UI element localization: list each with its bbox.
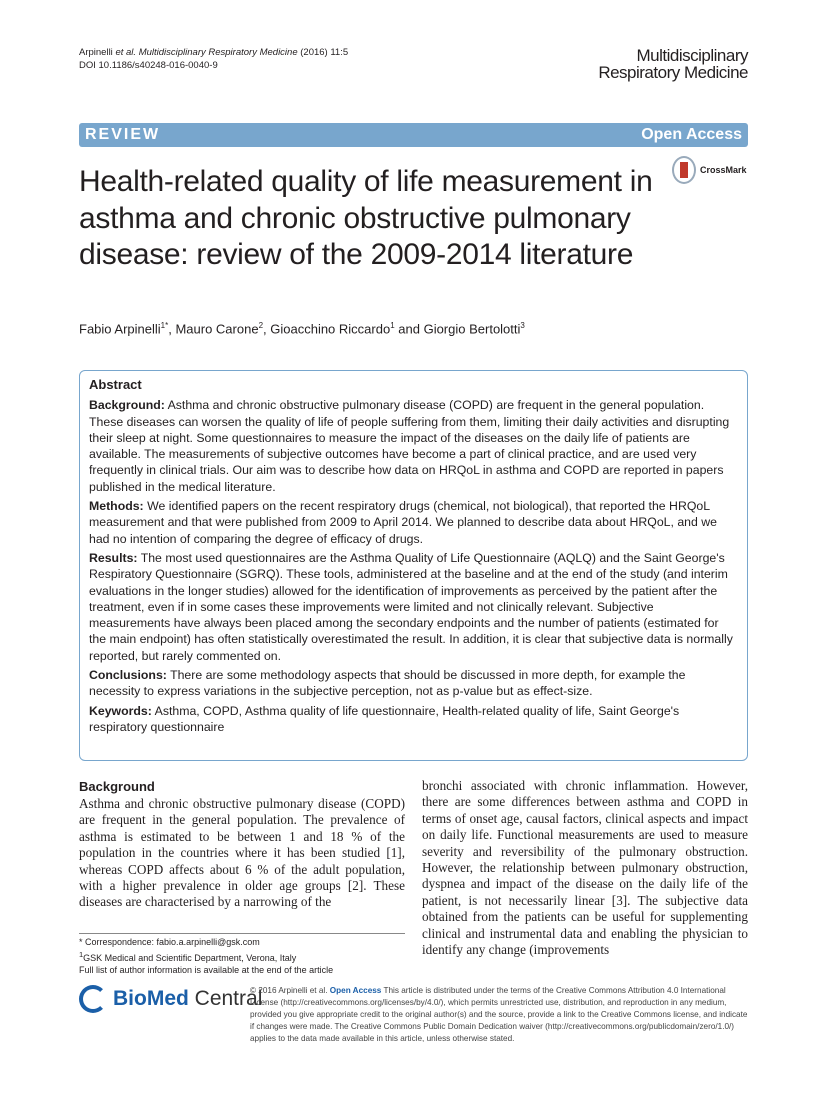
abstract-heading: Abstract (89, 377, 142, 392)
article-title: Health-related quality of life measurement in asthma and chronic obstructive pulmonary disease: review of the 2009-2014 literature (79, 165, 653, 271)
abstract-section (89, 667, 737, 700)
abstract-section (89, 397, 737, 495)
publisher-rest: Central (188, 987, 263, 1010)
author-name: Mauro Carone (175, 321, 259, 337)
publisher-bold: BioMed (113, 987, 189, 1010)
abstract-section-label: Background: (89, 398, 165, 413)
crossmark-button[interactable] (672, 156, 747, 184)
body-column-right (422, 778, 748, 958)
license-prefix: © 2016 Arpinelli et al. (250, 986, 330, 995)
license-body: This article is distributed under the terms of the Creative Commons Attribution 4.0 International License (http://creativecommons.org/licenses/by/4.0/), which permits unrestricted use, distribution, and reproduction in any medium, provided you give appropriate credit to the original author(s) and the source, provide a link to the Creative Commons license, and indicate if changes were made. The Creative Commons Public Domain Dedication waiver (http://creativecommons.org/publicdomain/zero/1.0/) applies to the data made available in this article, unless otherwise stated. (250, 986, 748, 1043)
body-paragraph: Asthma and chronic obstructive pulmonary disease (COPD) are frequent in the general population. The prevalence of asthma is estimated to be between 1 and 18 % of the population in the countries where it has been studied [1], whereas COPD affects about 6 % of the adult population, with a higher prevalence in older age groups [2]. These diseases are characterised by a narrowing of the (79, 796, 405, 910)
license-text (250, 985, 750, 1045)
citation-etal: et al. (115, 47, 137, 58)
article-type-banner (79, 123, 748, 147)
abstract-section-label: Results: (89, 550, 138, 565)
author-separator: , (168, 321, 176, 337)
journal-line-2: Respiratory Medicine (598, 63, 748, 82)
crossmark-label: CrossMark (700, 165, 747, 175)
footnote-divider (79, 933, 405, 934)
affiliation: GSK Medical and Scientific Department, Verona, Italy (83, 952, 297, 963)
abstract-section-label: Methods: (89, 499, 144, 514)
footnotes (79, 936, 333, 977)
abstract-section-text: The most used questionnaires are the Asthma Quality of Life Questionnaire (AQLQ) and the Saint George's Respiratory Questionnaire (SGRQ). These tools, administered at the baseline and at the end of the study (and interim evaluations in the longer studies) allowed for the identification of improvements as perceived by the patient after the treatment, even if in some cases these improvements were limited and not clinically relevant. Subjective measurements have always been placed among the secondary endpoints and the number of patients (estimated for the main endpoint) has often statistically overestimated the result. In addition, it is clear that subjective data is normally reported, but rarely commented on. (89, 550, 733, 663)
section-heading: Background (79, 779, 155, 794)
author-affiliation: 3 (520, 321, 525, 330)
running-header (79, 46, 348, 72)
abstract-section (89, 550, 737, 664)
abstract-section-text: Asthma and chronic obstructive pulmonary disease (COPD) are frequent in the general population. These diseases can worsen the quality of life of people suffering from them, limiting their daily activities and disrupting their sleep at night. Some questionnaires to measure the impact of the diseases on the daily life of patients are available. The measurements of subjective outcomes have become a part of clinical practice, and are used very frequently in clinical trials. Our aim was to describe how data on HRQoL in asthma and COPD are reported in papers published in the medical literature. (89, 398, 730, 494)
author-info-note: Full list of author information is available at the end of the article (79, 965, 334, 975)
body-paragraph: bronchi associated with chronic inflammation. However, there are some differences between asthma and COPD in terms of onset age, causal factors, clinical aspects and impact on daily life. Functional measurements are used to measure severity and reversibility of the pulmonary obstruction. However, the relationship between pulmonary obstruction, dyspnea and impact of the disease on the daily life of the patient, is not necessarily linear [3]. The subjective data obtained from the patients can be useful for supplementing clinical and instrumental data and enabling the physician to identify any change (improvements (422, 778, 748, 958)
license-open-access: Open Access (329, 986, 382, 995)
abstract-section (89, 498, 737, 547)
author-list (79, 321, 525, 336)
citation-volume: (2016) 11:5 (300, 47, 349, 58)
author-separator: and (394, 321, 424, 337)
abstract-section-label: Keywords: (89, 703, 152, 718)
author-affiliation: 1 (390, 321, 395, 330)
biomed-central-logo (79, 985, 262, 1013)
abstract-section-text: Asthma, COPD, Asthma quality of life questionnaire, Health-related quality of life, Saint George's respiratory questionnaire (89, 703, 680, 734)
citation-authors: Arpinelli (79, 47, 113, 58)
journal-name (598, 47, 748, 81)
author-name: Gioacchino Riccardo (270, 321, 391, 337)
author-separator: , (263, 321, 271, 337)
body-column-left (79, 778, 405, 911)
author-affiliation: 1* (160, 321, 169, 330)
journal-line-1: Multidisciplinary (636, 46, 748, 65)
doi[interactable]: DOI 10.1186/s40248-016-0040-9 (79, 60, 218, 71)
author-affiliation: 2 (258, 321, 264, 330)
abstract-section-text: There are some methodology aspects that should be discussed in more depth, for example the necessity to express variations in the subjective perception, not as p-value but as effect-size. (89, 668, 686, 699)
abstract-section-label: Conclusions: (89, 668, 167, 683)
author-name: Giorgio Bertolotti (423, 321, 521, 337)
abstract-section-text: We identified papers on the recent respiratory drugs (chemical, not biological), that reported the HRQoL measurement and that were published from 2009 to April 2014. We planned to describe data about HRQoL, and we had no intention of comparing the degree of efficacy of drugs. (89, 499, 717, 546)
abstract-section (89, 703, 737, 736)
affiliation-number: 1 (79, 949, 84, 959)
author-name: Fabio Arpinelli (79, 321, 161, 337)
article-type: REVIEW (85, 126, 161, 143)
abstract-box (79, 370, 748, 761)
open-access-label: Open Access (641, 126, 742, 143)
biomed-central-icon (79, 985, 107, 1013)
citation-journal: Multidisciplinary Respiratory Medicine (138, 47, 298, 58)
correspondence: * Correspondence: fabio.a.arpinelli@gsk.com (79, 937, 260, 947)
